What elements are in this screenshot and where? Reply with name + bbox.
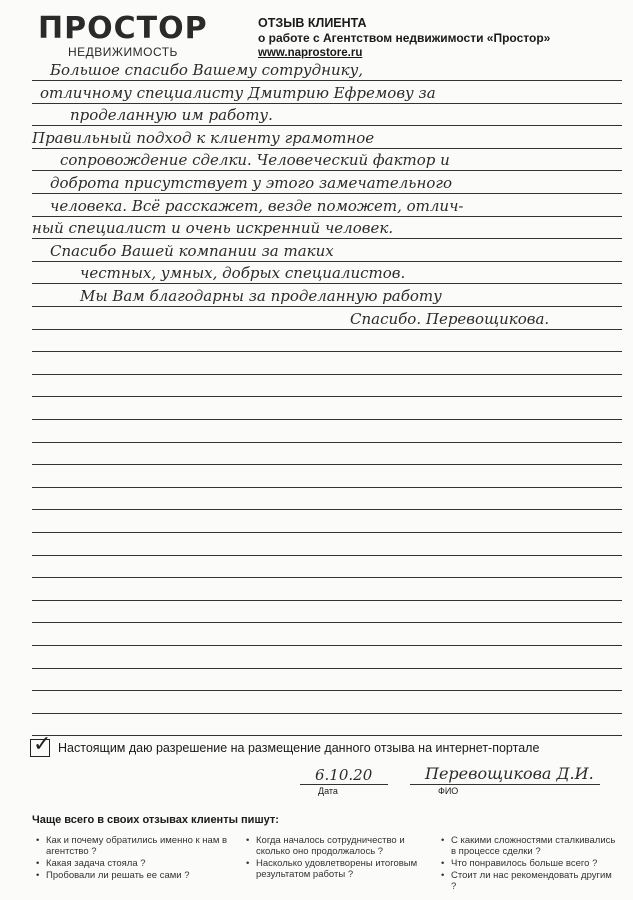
ruled-line — [32, 351, 622, 352]
signature-block — [300, 760, 600, 800]
ruled-line — [32, 80, 622, 81]
form-subtitle: о работе с Агентством недвижимости «Простор» — [258, 31, 551, 45]
faq-column-2 — [246, 835, 426, 881]
ruled-line — [32, 261, 622, 262]
company-logo — [38, 11, 213, 59]
ruled-line — [32, 577, 622, 578]
fio-value: Перевощикова Д.И. — [425, 764, 594, 783]
fio-line — [410, 784, 600, 785]
ruled-line — [32, 374, 622, 375]
review-text-line: Мы Вам благодарны за проделанную работу — [80, 287, 442, 305]
ruled-line — [32, 442, 622, 443]
ruled-line — [32, 713, 622, 714]
review-text-line: Большое спасибо Вашему сотруднику, — [50, 61, 364, 79]
ruled-line — [32, 193, 622, 194]
ruled-line — [32, 148, 622, 149]
ruled-line — [32, 125, 622, 126]
consent-text: Настоящим даю разрешение на размещение данного отзыва на интернет-портале — [58, 741, 540, 755]
faq-item: • Как и почему обратились именно к нам в агентство ? — [36, 835, 236, 857]
form-header — [258, 16, 550, 61]
ruled-line — [32, 329, 622, 330]
ruled-line — [32, 487, 622, 488]
date-value: 6.10.20 — [315, 766, 373, 784]
fio-label: ФИО — [438, 786, 459, 796]
faq-item: • Насколько удовлетворены итоговым результатом работы ? — [246, 858, 426, 880]
ruled-line — [32, 555, 622, 556]
logo-wordmark: ПРОСТОР — [38, 11, 208, 46]
faq-item: • Стоит ли нас рекомендовать другим ? — [441, 870, 616, 892]
ruled-line — [32, 464, 622, 465]
ruled-line — [32, 600, 622, 601]
faq-item: • Что понравилось больше всего ? — [441, 858, 616, 869]
review-text-line: честных, умных, добрых специалистов. — [80, 264, 406, 283]
faq-title: Чаще всего в своих отзывах клиенты пишут: — [32, 814, 279, 826]
ruled-line — [32, 238, 622, 239]
ruled-line — [32, 283, 622, 284]
ruled-line — [32, 645, 622, 646]
faq-item: • Пробовали ли решать ее сами ? — [36, 870, 236, 881]
review-text-line: Спасибо Вашей компании за таких — [50, 241, 334, 260]
review-text-line: сопровождение сделки. Человеческий фактор и — [60, 151, 450, 170]
faq-item: • С какими сложностями сталкивались в процессе сделки ? — [441, 835, 616, 857]
ruled-line — [32, 668, 622, 669]
faq-item: • Когда началось сотрудничество и сколько оно продолжалось ? — [246, 835, 426, 857]
faq-column-3 — [441, 835, 616, 893]
review-area — [32, 60, 622, 740]
consent-row — [30, 732, 610, 759]
review-text-line: ный специалист и очень искренний человек. — [32, 219, 394, 238]
faq-column-1 — [36, 835, 236, 882]
consent-checkbox[interactable] — [30, 732, 52, 757]
faq-item: • Какая задача стояла ? — [36, 858, 236, 869]
ruled-line — [32, 216, 622, 217]
form-title: ОТЗЫВ КЛИЕНТА — [258, 16, 367, 30]
ruled-line — [32, 103, 622, 104]
date-line — [300, 784, 388, 785]
date-label: Дата — [318, 786, 338, 796]
review-text-line: Спасибо. Перевощикова. — [350, 309, 550, 328]
checkmark-icon: ✓ — [33, 732, 52, 757]
review-text-line: человека. Всё расскажет, везде поможет, отлич- — [50, 196, 464, 215]
review-text-line: отличному специалисту Дмитрию Ефремову за — [40, 83, 436, 102]
ruled-line — [32, 306, 622, 307]
review-text-line: доброта присутствует у этого замечательного — [50, 174, 452, 192]
review-text-line: проделанную им работу. — [70, 106, 273, 125]
logo-subtitle: НЕДВИЖИМОСТЬ — [68, 45, 178, 59]
ruled-line — [32, 509, 622, 510]
ruled-line — [32, 170, 622, 171]
ruled-line — [32, 690, 622, 691]
ruled-line — [32, 396, 622, 397]
website-link[interactable]: www.naprostore.ru — [258, 47, 363, 59]
ruled-line — [32, 419, 622, 420]
ruled-line — [32, 622, 622, 623]
review-text-line: Правильный подход к клиенту грамотное — [32, 128, 375, 147]
ruled-line — [32, 532, 622, 533]
